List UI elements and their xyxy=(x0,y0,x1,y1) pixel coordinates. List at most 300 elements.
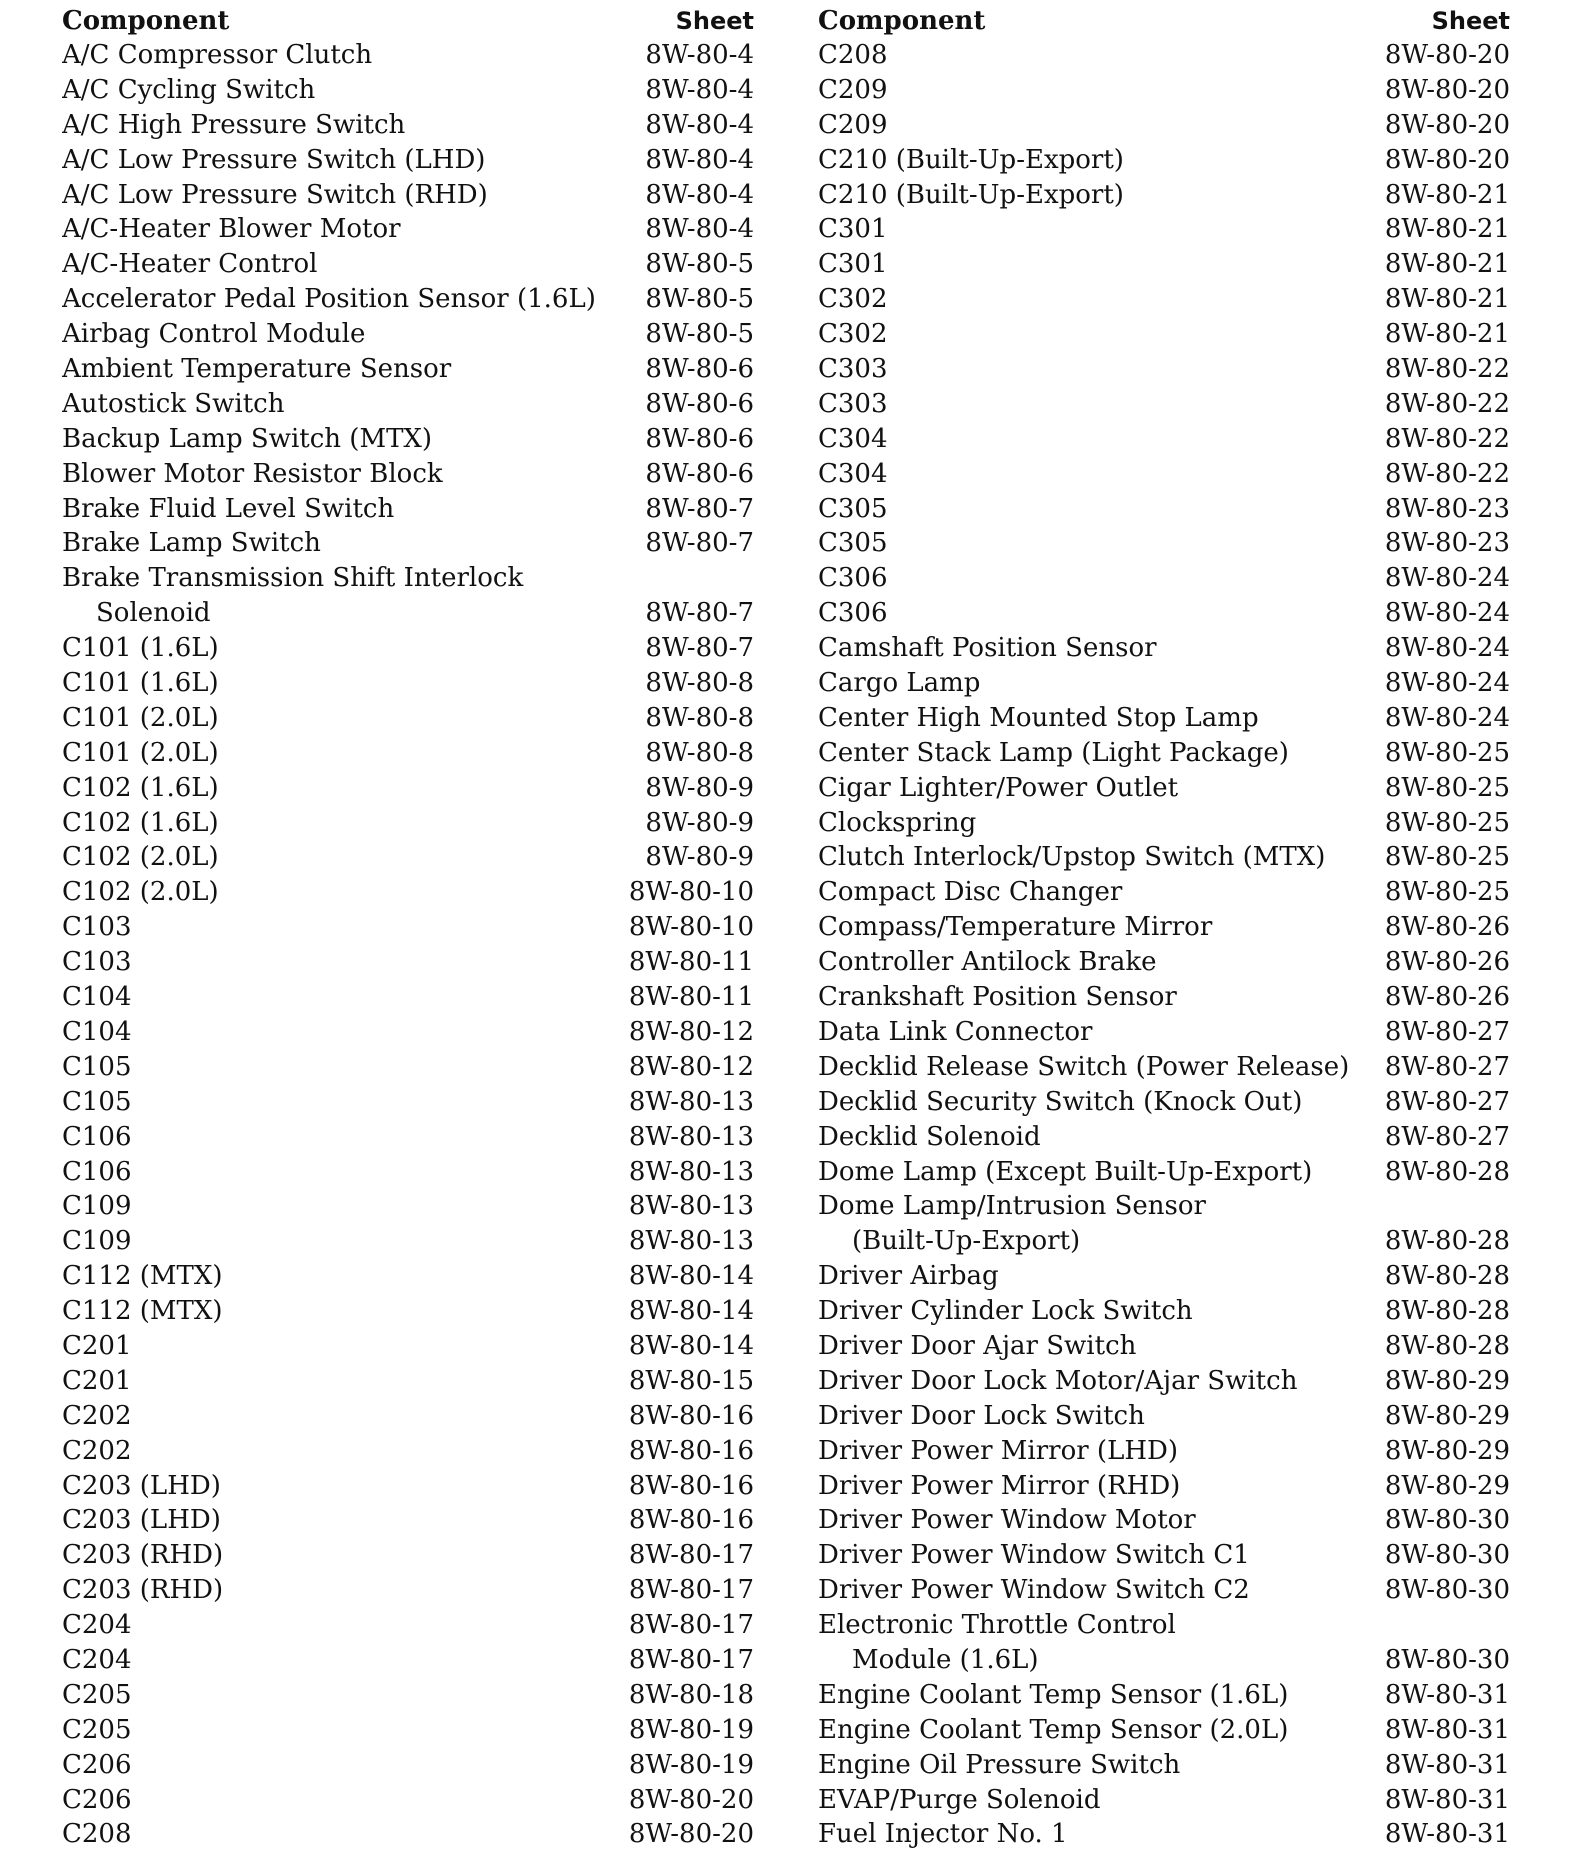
index-entry xyxy=(62,1259,754,1294)
sheet-number: 8W-80-11 xyxy=(623,980,754,1015)
index-entry xyxy=(62,840,754,875)
component-name: Backup Lamp Switch (MTX) xyxy=(62,422,438,457)
sheet-number: 8W-80-12 xyxy=(623,1015,754,1050)
index-entry xyxy=(818,1678,1510,1713)
component-name: C209 xyxy=(818,108,894,143)
sheet-number: 8W-80-30 xyxy=(1379,1643,1510,1678)
component-name: C305 xyxy=(818,526,894,561)
index-entry xyxy=(62,178,754,213)
component-name: C103 xyxy=(62,910,138,945)
component-name: Ambient Temperature Sensor xyxy=(62,352,457,387)
index-entry xyxy=(62,247,754,282)
component-name: A/C Low Pressure Switch (LHD) xyxy=(62,143,491,178)
index-entry xyxy=(62,771,754,806)
sheet-number: 8W-80-13 xyxy=(623,1224,754,1259)
component-name: C201 xyxy=(62,1364,138,1399)
component-name: Driver Door Lock Switch xyxy=(818,1399,1151,1434)
index-entry xyxy=(62,1748,754,1783)
component-name: Driver Power Window Motor xyxy=(818,1503,1202,1538)
index-entry xyxy=(62,1120,754,1155)
sheet-number: 8W-80-20 xyxy=(623,1783,754,1818)
sheet-number: 8W-80-31 xyxy=(1379,1748,1510,1783)
index-entry xyxy=(818,492,1510,527)
component-name: C203 (LHD) xyxy=(62,1469,227,1504)
index-entry xyxy=(62,73,754,108)
index-entry xyxy=(818,212,1510,247)
index-entry xyxy=(818,631,1510,666)
index-entry xyxy=(62,1434,754,1469)
component-name: EVAP/Purge Solenoid xyxy=(818,1783,1107,1818)
sheet-number: 8W-80-6 xyxy=(639,422,754,457)
index-entry xyxy=(62,352,754,387)
index-entry xyxy=(62,1329,754,1364)
index-entry xyxy=(818,806,1510,841)
index-entry xyxy=(818,108,1510,143)
component-name: C203 (LHD) xyxy=(62,1503,227,1538)
sheet-number: 8W-80-20 xyxy=(1379,143,1510,178)
index-entry xyxy=(818,1294,1510,1329)
component-name: C101 (2.0L) xyxy=(62,736,225,771)
index-entry xyxy=(62,1573,754,1608)
component-name: A/C Low Pressure Switch (RHD) xyxy=(62,178,494,213)
component-heading: Component xyxy=(62,6,230,36)
index-entry xyxy=(818,1120,1510,1155)
sheet-number: 8W-80-24 xyxy=(1379,631,1510,666)
sheet-number: 8W-80-4 xyxy=(639,143,754,178)
sheet-number: 8W-80-13 xyxy=(623,1155,754,1190)
sheet-number: 8W-80-23 xyxy=(1379,526,1510,561)
component-name: Autostick Switch xyxy=(62,387,290,422)
index-entry xyxy=(62,108,754,143)
sheet-number: 8W-80-13 xyxy=(623,1189,754,1224)
sheet-number: 8W-80-17 xyxy=(623,1573,754,1608)
sheet-number: 8W-80-13 xyxy=(623,1120,754,1155)
index-entry xyxy=(62,1678,754,1713)
sheet-number: 8W-80-13 xyxy=(623,1085,754,1120)
component-name: C201 xyxy=(62,1329,138,1364)
sheet-number: 8W-80-28 xyxy=(1379,1329,1510,1364)
index-entry xyxy=(62,38,754,73)
component-name: Electronic Throttle Control xyxy=(818,1608,1182,1643)
sheet-number: 8W-80-31 xyxy=(1379,1713,1510,1748)
index-entry xyxy=(818,1085,1510,1120)
sheet-number: 8W-80-29 xyxy=(1379,1469,1510,1504)
component-name: C209 xyxy=(818,73,894,108)
index-entry xyxy=(818,1573,1510,1608)
component-name: C103 xyxy=(62,945,138,980)
component-name: Data Link Connector xyxy=(818,1015,1098,1050)
component-name: C105 xyxy=(62,1050,138,1085)
component-name: C304 xyxy=(818,422,894,457)
component-name: Driver Cylinder Lock Switch xyxy=(818,1294,1199,1329)
sheet-number: 8W-80-26 xyxy=(1379,980,1510,1015)
component-name: A/C-Heater Control xyxy=(62,247,323,282)
component-name: C302 xyxy=(818,282,894,317)
sheet-number: 8W-80-7 xyxy=(639,492,754,527)
index-entry xyxy=(62,666,754,701)
index-entry xyxy=(818,1224,1510,1259)
sheet-number: 8W-80-31 xyxy=(1379,1783,1510,1818)
sheet-number: 8W-80-26 xyxy=(1379,910,1510,945)
sheet-number: 8W-80-4 xyxy=(639,38,754,73)
component-name: C210 (Built-Up-Export) xyxy=(818,178,1130,213)
component-name: Camshaft Position Sensor xyxy=(818,631,1163,666)
sheet-number: 8W-80-8 xyxy=(639,666,754,701)
index-entry xyxy=(818,945,1510,980)
component-name: C210 (Built-Up-Export) xyxy=(818,143,1130,178)
index-entry xyxy=(818,422,1510,457)
sheet-number: 8W-80-14 xyxy=(623,1259,754,1294)
sheet-number: 8W-80-10 xyxy=(623,875,754,910)
sheet-heading: Sheet xyxy=(1431,7,1510,35)
component-name: C304 xyxy=(818,457,894,492)
component-name: Crankshaft Position Sensor xyxy=(818,980,1183,1015)
index-entry xyxy=(818,1189,1510,1224)
index-entry xyxy=(818,1015,1510,1050)
sheet-number: 8W-80-24 xyxy=(1379,666,1510,701)
component-name: C102 (2.0L) xyxy=(62,875,225,910)
component-name: C204 xyxy=(62,1608,138,1643)
index-entry xyxy=(62,282,754,317)
index-entry xyxy=(818,387,1510,422)
index-entry xyxy=(62,1643,754,1678)
index-entry xyxy=(62,1294,754,1329)
index-entry xyxy=(62,1364,754,1399)
sheet-number: 8W-80-4 xyxy=(639,212,754,247)
component-name: Driver Power Window Switch C1 xyxy=(818,1538,1256,1573)
sheet-number: 8W-80-28 xyxy=(1379,1294,1510,1329)
sheet-number: 8W-80-8 xyxy=(639,736,754,771)
index-entry xyxy=(818,910,1510,945)
index-entry xyxy=(62,387,754,422)
sheet-number: 8W-80-24 xyxy=(1379,561,1510,596)
sheet-number: 8W-80-21 xyxy=(1379,212,1510,247)
sheet-number: 8W-80-30 xyxy=(1379,1503,1510,1538)
sheet-number: 8W-80-25 xyxy=(1379,771,1510,806)
component-name: C112 (MTX) xyxy=(62,1259,229,1294)
component-name: C208 xyxy=(818,38,894,73)
index-entry xyxy=(818,1399,1510,1434)
component-name: Dome Lamp/Intrusion Sensor xyxy=(818,1189,1212,1224)
sheet-number: 8W-80-31 xyxy=(1379,1678,1510,1713)
component-name: Driver Power Mirror (RHD) xyxy=(818,1469,1186,1504)
component-name: C305 xyxy=(818,492,894,527)
sheet-heading: Sheet xyxy=(675,7,754,35)
sheet-number: 8W-80-21 xyxy=(1379,282,1510,317)
sheet-number: 8W-80-15 xyxy=(623,1364,754,1399)
right-column-header xyxy=(818,4,1510,38)
index-entry xyxy=(62,457,754,492)
component-name: Clutch Interlock/Upstop Switch (MTX) xyxy=(818,840,1331,875)
component-name: Dome Lamp (Except Built-Up-Export) xyxy=(818,1155,1318,1190)
sheet-number: 8W-80-16 xyxy=(623,1469,754,1504)
sheet-number: 8W-80-31 xyxy=(1379,1817,1510,1852)
index-entry xyxy=(62,317,754,352)
index-entry xyxy=(62,1189,754,1224)
component-name: (Built-Up-Export) xyxy=(852,1224,1086,1259)
component-name: C303 xyxy=(818,387,894,422)
component-name: Decklid Solenoid xyxy=(818,1120,1047,1155)
index-entry xyxy=(818,38,1510,73)
sheet-number: 8W-80-23 xyxy=(1379,492,1510,527)
index-entry xyxy=(818,1469,1510,1504)
index-entry xyxy=(818,282,1510,317)
index-entry xyxy=(818,1643,1510,1678)
component-name: C301 xyxy=(818,247,894,282)
sheet-number: 8W-80-19 xyxy=(623,1713,754,1748)
index-entry xyxy=(818,771,1510,806)
component-name: C109 xyxy=(62,1224,138,1259)
sheet-number: 8W-80-25 xyxy=(1379,806,1510,841)
index-entry xyxy=(818,1538,1510,1573)
index-entry xyxy=(62,1713,754,1748)
sheet-number: 8W-80-25 xyxy=(1379,840,1510,875)
component-name: C203 (RHD) xyxy=(62,1538,229,1573)
index-entry xyxy=(62,526,754,561)
component-name: Brake Fluid Level Switch xyxy=(62,492,400,527)
component-name: C104 xyxy=(62,1015,138,1050)
sheet-number: 8W-80-30 xyxy=(1379,1573,1510,1608)
index-entry xyxy=(62,1015,754,1050)
sheet-number: 8W-80-22 xyxy=(1379,352,1510,387)
component-name: Cigar Lighter/Power Outlet xyxy=(818,771,1184,806)
sheet-number: 8W-80-26 xyxy=(1379,945,1510,980)
sheet-number: 8W-80-7 xyxy=(639,596,754,631)
component-name: C102 (2.0L) xyxy=(62,840,225,875)
component-name: Airbag Control Module xyxy=(62,317,371,352)
index-entry xyxy=(818,457,1510,492)
index-entry xyxy=(818,596,1510,631)
index-entry xyxy=(818,1259,1510,1294)
component-name: C109 xyxy=(62,1189,138,1224)
index-entry xyxy=(818,666,1510,701)
sheet-number: 8W-80-4 xyxy=(639,178,754,213)
left-index-list xyxy=(62,38,754,1852)
component-name: Compass/Temperature Mirror xyxy=(818,910,1218,945)
component-heading: Component xyxy=(818,6,986,36)
index-entry xyxy=(818,526,1510,561)
index-entry xyxy=(818,561,1510,596)
component-name: Module (1.6L) xyxy=(852,1643,1045,1678)
index-entry xyxy=(818,840,1510,875)
sheet-number: 8W-80-20 xyxy=(1379,73,1510,108)
sheet-number: 8W-80-16 xyxy=(623,1434,754,1469)
index-entry xyxy=(818,1783,1510,1818)
sheet-number: 8W-80-12 xyxy=(623,1050,754,1085)
sheet-number: 8W-80-30 xyxy=(1379,1538,1510,1573)
sheet-number: 8W-80-24 xyxy=(1379,596,1510,631)
left-column xyxy=(62,4,754,1852)
index-entry xyxy=(818,1503,1510,1538)
right-column xyxy=(818,4,1510,1852)
sheet-number: 8W-80-25 xyxy=(1379,736,1510,771)
component-name: Solenoid xyxy=(96,596,217,631)
sheet-number: 8W-80-27 xyxy=(1379,1085,1510,1120)
sheet-number: 8W-80-4 xyxy=(639,73,754,108)
index-entry xyxy=(818,352,1510,387)
index-entry xyxy=(818,736,1510,771)
component-name: A/C Cycling Switch xyxy=(62,73,321,108)
sheet-number: 8W-80-27 xyxy=(1379,1120,1510,1155)
left-column-header xyxy=(62,4,754,38)
sheet-number: 8W-80-6 xyxy=(639,387,754,422)
index-entry xyxy=(818,1748,1510,1783)
sheet-number: 8W-80-14 xyxy=(623,1294,754,1329)
index-entry xyxy=(62,422,754,457)
component-name: Accelerator Pedal Position Sensor (1.6L) xyxy=(62,282,602,317)
sheet-number: 8W-80-17 xyxy=(623,1608,754,1643)
sheet-number: 8W-80-24 xyxy=(1379,701,1510,736)
index-entry xyxy=(818,73,1510,108)
sheet-number: 8W-80-20 xyxy=(623,1817,754,1852)
component-name: C105 xyxy=(62,1085,138,1120)
index-entry xyxy=(62,1050,754,1085)
sheet-number: 8W-80-18 xyxy=(623,1678,754,1713)
index-entry xyxy=(62,596,754,631)
index-entry xyxy=(62,631,754,666)
component-name: Driver Door Ajar Switch xyxy=(818,1329,1142,1364)
component-name: C202 xyxy=(62,1399,138,1434)
sheet-number: 8W-80-16 xyxy=(623,1399,754,1434)
component-name: Driver Power Mirror (LHD) xyxy=(818,1434,1184,1469)
index-entry xyxy=(62,492,754,527)
component-name: Fuel Injector No. 1 xyxy=(818,1817,1074,1852)
right-index-list xyxy=(818,38,1510,1852)
index-entry xyxy=(818,701,1510,736)
index-entry xyxy=(62,910,754,945)
component-name: C205 xyxy=(62,1678,138,1713)
component-name: C106 xyxy=(62,1120,138,1155)
component-name: Decklid Release Switch (Power Release) xyxy=(818,1050,1355,1085)
sheet-number: 8W-80-6 xyxy=(639,352,754,387)
sheet-number: 8W-80-20 xyxy=(1379,38,1510,73)
component-name: Decklid Security Switch (Knock Out) xyxy=(818,1085,1308,1120)
component-name: Driver Power Window Switch C2 xyxy=(818,1573,1256,1608)
index-entry xyxy=(62,736,754,771)
index-entry xyxy=(62,1608,754,1643)
sheet-number: 8W-80-27 xyxy=(1379,1050,1510,1085)
component-name: C302 xyxy=(818,317,894,352)
index-entry xyxy=(62,1399,754,1434)
index-entry xyxy=(62,945,754,980)
component-name: C301 xyxy=(818,212,894,247)
sheet-number: 8W-80-19 xyxy=(623,1748,754,1783)
sheet-number: 8W-80-16 xyxy=(623,1503,754,1538)
component-name: C101 (1.6L) xyxy=(62,666,225,701)
sheet-number: 8W-80-28 xyxy=(1379,1224,1510,1259)
sheet-number: 8W-80-28 xyxy=(1379,1259,1510,1294)
sheet-number: 8W-80-9 xyxy=(639,771,754,806)
sheet-number: 8W-80-21 xyxy=(1379,317,1510,352)
component-name: Center Stack Lamp (Light Package) xyxy=(818,736,1295,771)
index-entry xyxy=(818,1329,1510,1364)
component-name: Center High Mounted Stop Lamp xyxy=(818,701,1265,736)
sheet-number: 8W-80-6 xyxy=(639,457,754,492)
index-page xyxy=(62,4,1512,1854)
component-name: Engine Coolant Temp Sensor (1.6L) xyxy=(818,1678,1294,1713)
sheet-number: 8W-80-11 xyxy=(623,945,754,980)
component-name: Compact Disc Changer xyxy=(818,875,1128,910)
component-name: Brake Lamp Switch xyxy=(62,526,327,561)
index-entry xyxy=(62,806,754,841)
index-entry xyxy=(62,1085,754,1120)
index-entry xyxy=(818,143,1510,178)
component-name: Engine Coolant Temp Sensor (2.0L) xyxy=(818,1713,1294,1748)
component-name: Cargo Lamp xyxy=(818,666,986,701)
component-name: C106 xyxy=(62,1155,138,1190)
index-entry xyxy=(62,1538,754,1573)
component-name: C306 xyxy=(818,596,894,631)
sheet-number: 8W-80-22 xyxy=(1379,387,1510,422)
index-entry xyxy=(818,1817,1510,1852)
sheet-number: 8W-80-9 xyxy=(639,840,754,875)
component-name: C101 (2.0L) xyxy=(62,701,225,736)
sheet-number: 8W-80-27 xyxy=(1379,1015,1510,1050)
component-name: C102 (1.6L) xyxy=(62,771,225,806)
sheet-number: 8W-80-5 xyxy=(639,317,754,352)
component-name: A/C-Heater Blower Motor xyxy=(62,212,407,247)
sheet-number: 8W-80-29 xyxy=(1379,1364,1510,1399)
index-entry xyxy=(818,1608,1510,1643)
component-name: C204 xyxy=(62,1643,138,1678)
sheet-number: 8W-80-21 xyxy=(1379,178,1510,213)
sheet-number: 8W-80-7 xyxy=(639,526,754,561)
component-name: C203 (RHD) xyxy=(62,1573,229,1608)
component-name: A/C Compressor Clutch xyxy=(62,38,378,73)
sheet-number: 8W-80-29 xyxy=(1379,1399,1510,1434)
component-name: Driver Door Lock Motor/Ajar Switch xyxy=(818,1364,1303,1399)
component-name: Engine Oil Pressure Switch xyxy=(818,1748,1186,1783)
index-entry xyxy=(62,143,754,178)
index-entry xyxy=(818,247,1510,282)
index-entry xyxy=(818,178,1510,213)
index-entry xyxy=(818,875,1510,910)
sheet-number: 8W-80-14 xyxy=(623,1329,754,1364)
sheet-number: 8W-80-21 xyxy=(1379,247,1510,282)
index-entry xyxy=(62,1783,754,1818)
component-name: A/C High Pressure Switch xyxy=(62,108,411,143)
sheet-number: 8W-80-7 xyxy=(639,631,754,666)
component-name: Blower Motor Resistor Block xyxy=(62,457,449,492)
component-name: C102 (1.6L) xyxy=(62,806,225,841)
component-name: Driver Airbag xyxy=(818,1259,1005,1294)
component-name: C101 (1.6L) xyxy=(62,631,225,666)
component-name: Brake Transmission Shift Interlock xyxy=(62,561,529,596)
index-entry xyxy=(62,561,754,596)
index-entry xyxy=(62,1224,754,1259)
index-entry xyxy=(818,1364,1510,1399)
sheet-number: 8W-80-17 xyxy=(623,1538,754,1573)
index-entry xyxy=(62,1469,754,1504)
sheet-number: 8W-80-20 xyxy=(1379,108,1510,143)
index-entry xyxy=(62,980,754,1015)
sheet-number: 8W-80-5 xyxy=(639,282,754,317)
index-entry xyxy=(62,212,754,247)
index-entry xyxy=(818,1155,1510,1190)
component-name: C206 xyxy=(62,1748,138,1783)
sheet-number: 8W-80-22 xyxy=(1379,422,1510,457)
sheet-number: 8W-80-8 xyxy=(639,701,754,736)
component-name: C303 xyxy=(818,352,894,387)
index-entry xyxy=(818,317,1510,352)
index-entry xyxy=(818,1050,1510,1085)
index-entry xyxy=(818,980,1510,1015)
sheet-number: 8W-80-17 xyxy=(623,1643,754,1678)
index-entry xyxy=(818,1713,1510,1748)
component-name: Clockspring xyxy=(818,806,982,841)
index-entry xyxy=(62,1155,754,1190)
component-name: C104 xyxy=(62,980,138,1015)
